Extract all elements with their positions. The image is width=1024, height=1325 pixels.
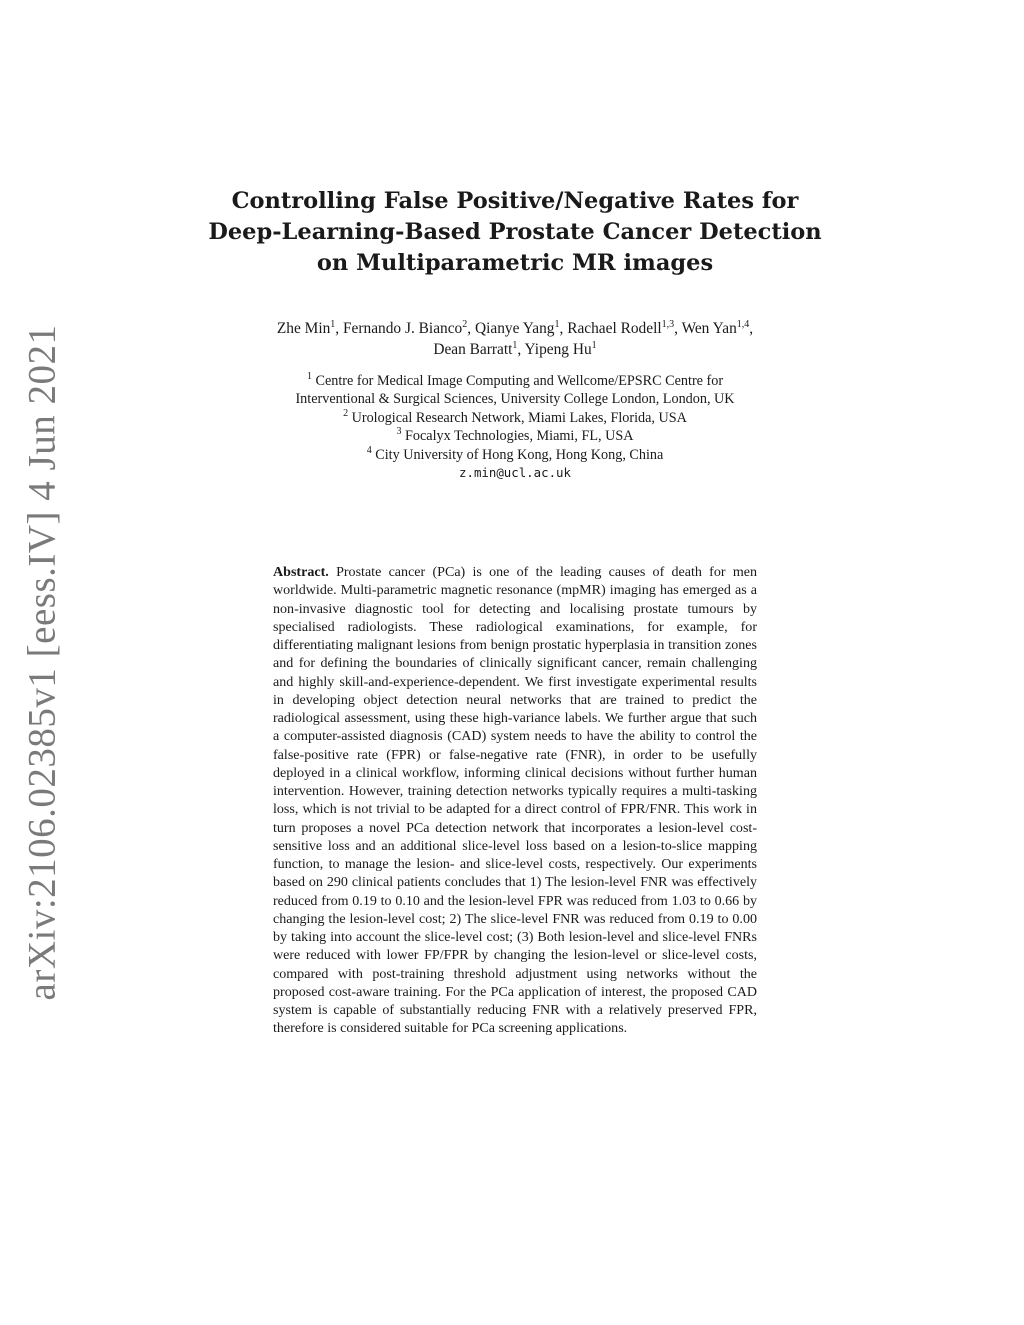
author-affiliation-mark: 1 bbox=[591, 340, 597, 351]
author-separator: , bbox=[467, 320, 475, 337]
affiliation-line bbox=[180, 427, 850, 445]
affiliation-text: City University of Hong Kong, Hong Kong, China bbox=[371, 446, 664, 463]
author-list bbox=[180, 318, 850, 360]
paper-title bbox=[180, 186, 850, 279]
author-separator: , bbox=[559, 320, 568, 337]
abstract-text: Prostate cancer (PCa) is one of the leading causes of death for men worldwide. Multi-parametric magnetic resonance (mpMR) imaging has emerged as a non-invasive diagnostic tool for detecting and localising prostate tumours by specialised radiologists. These radiological examinations, for example, for differentiating malignant lesions from benign prostatic hyperplasia in transition zones and for defining the boundaries of clinically significant cancer, remain challenging and highly skill-and-experience-dependent. We first investigate experimental results in developing object detection neural networks that are trained to predict the radiological assessment, using these high-variance labels. We further argue that such a computer-assisted diagnosis (CAD) system needs to have the ability to control the false-positive rate (FPR) or false-negative rate (FNR), in order to be usefully deployed in a clinical workflow, informing clinical decisions without further human intervention. However, training detection networks typically requires a multi-tasking loss, which is not trivial to be adapted for a direct control of FPR/FNR. This work in turn proposes a novel PCa detection network that incorporates a lesion-level cost-sensitive loss and an additional slice-level loss based on a lesion-to-slice mapping function, to manage the lesion- and slice-level costs, respectively. Our experiments based on 290 clinical patients concludes that 1) The lesion-level FNR was effectively reduced from 0.19 to 0.10 and the lesion-level FPR was reduced from 1.03 to 0.66 by changing the lesion-level cost; 2) The slice-level FNR was reduced from 0.19 to 0.00 by taking into account the slice-level cost; (3) Both lesion-level and slice-level FNRs were reduced with lower FP/FPR by changing the lesion-level or slice-level costs, compared with post-training threshold adjustment using networks without the proposed cost-aware training. For the PCa application of interest, the proposed CAD system is capable of substantially reducing FNR with a relatively preserved FPR, therefore is considered suitable for PCa screening applications. bbox=[273, 564, 757, 1037]
author-affiliation-mark: 1,3 bbox=[661, 319, 675, 330]
title-line-3: on Multiparametric MR images bbox=[316, 250, 714, 276]
author-line-2 bbox=[180, 339, 850, 360]
author-separator: , bbox=[517, 341, 525, 358]
affiliation-number: 4 bbox=[366, 444, 372, 456]
author-name: Qianye Yang bbox=[474, 320, 555, 337]
affiliation-line bbox=[180, 372, 850, 390]
affiliation-number: 3 bbox=[396, 426, 402, 438]
author-separator: , bbox=[335, 320, 343, 337]
title-line-1: Controlling False Positive/Negative Rates for bbox=[231, 188, 799, 214]
affiliation-number: 2 bbox=[343, 407, 349, 419]
author-name: Zhe Min bbox=[276, 320, 331, 337]
author-affiliation-mark: 1 bbox=[512, 340, 518, 351]
contact-email: z.min@ucl.ac.uk bbox=[459, 465, 571, 481]
abstract-label: Abstract. bbox=[273, 564, 329, 580]
author-name: Yipeng Hu bbox=[524, 341, 592, 358]
author-name: Rachael Rodell bbox=[567, 320, 662, 337]
affiliation-list bbox=[180, 372, 850, 482]
author-affiliation-mark: 1,4 bbox=[736, 319, 750, 330]
abstract bbox=[273, 563, 757, 1038]
author-separator: , bbox=[674, 320, 682, 337]
title-line-2: Deep-Learning-Based Prostate Cancer Detection bbox=[208, 219, 822, 245]
author-name: Fernando J. Bianco bbox=[343, 320, 463, 337]
author-affiliation-mark: 1 bbox=[330, 319, 336, 330]
author-name: Wen Yan bbox=[681, 320, 737, 337]
arxiv-identifier-text: arXiv:2106.02385v1 [eess.IV] 4 Jun 2021 bbox=[20, 324, 64, 1000]
affiliation-text: Centre for Medical Image Computing and Wellcome/EPSRC Centre for bbox=[311, 373, 724, 389]
author-name: Dean Barratt bbox=[433, 341, 513, 358]
author-line-1 bbox=[180, 318, 850, 339]
affiliation-text: Interventional & Surgical Sciences, University College London, London, UK bbox=[295, 391, 735, 408]
affiliation-text: Focalyx Technologies, Miami, FL, USA bbox=[401, 428, 634, 445]
affiliation-number: 1 bbox=[306, 371, 312, 382]
affiliation-line bbox=[180, 409, 850, 427]
affiliation-line bbox=[180, 446, 850, 464]
author-affiliation-mark: 1 bbox=[554, 319, 560, 330]
author-separator: , bbox=[749, 320, 754, 337]
author-affiliation-mark: 2 bbox=[462, 319, 468, 330]
affiliation-text: Urological Research Network, Miami Lakes, Florida, USA bbox=[348, 409, 687, 426]
arxiv-identifier-stamp bbox=[12, 324, 72, 1000]
affiliation-line bbox=[180, 390, 850, 408]
